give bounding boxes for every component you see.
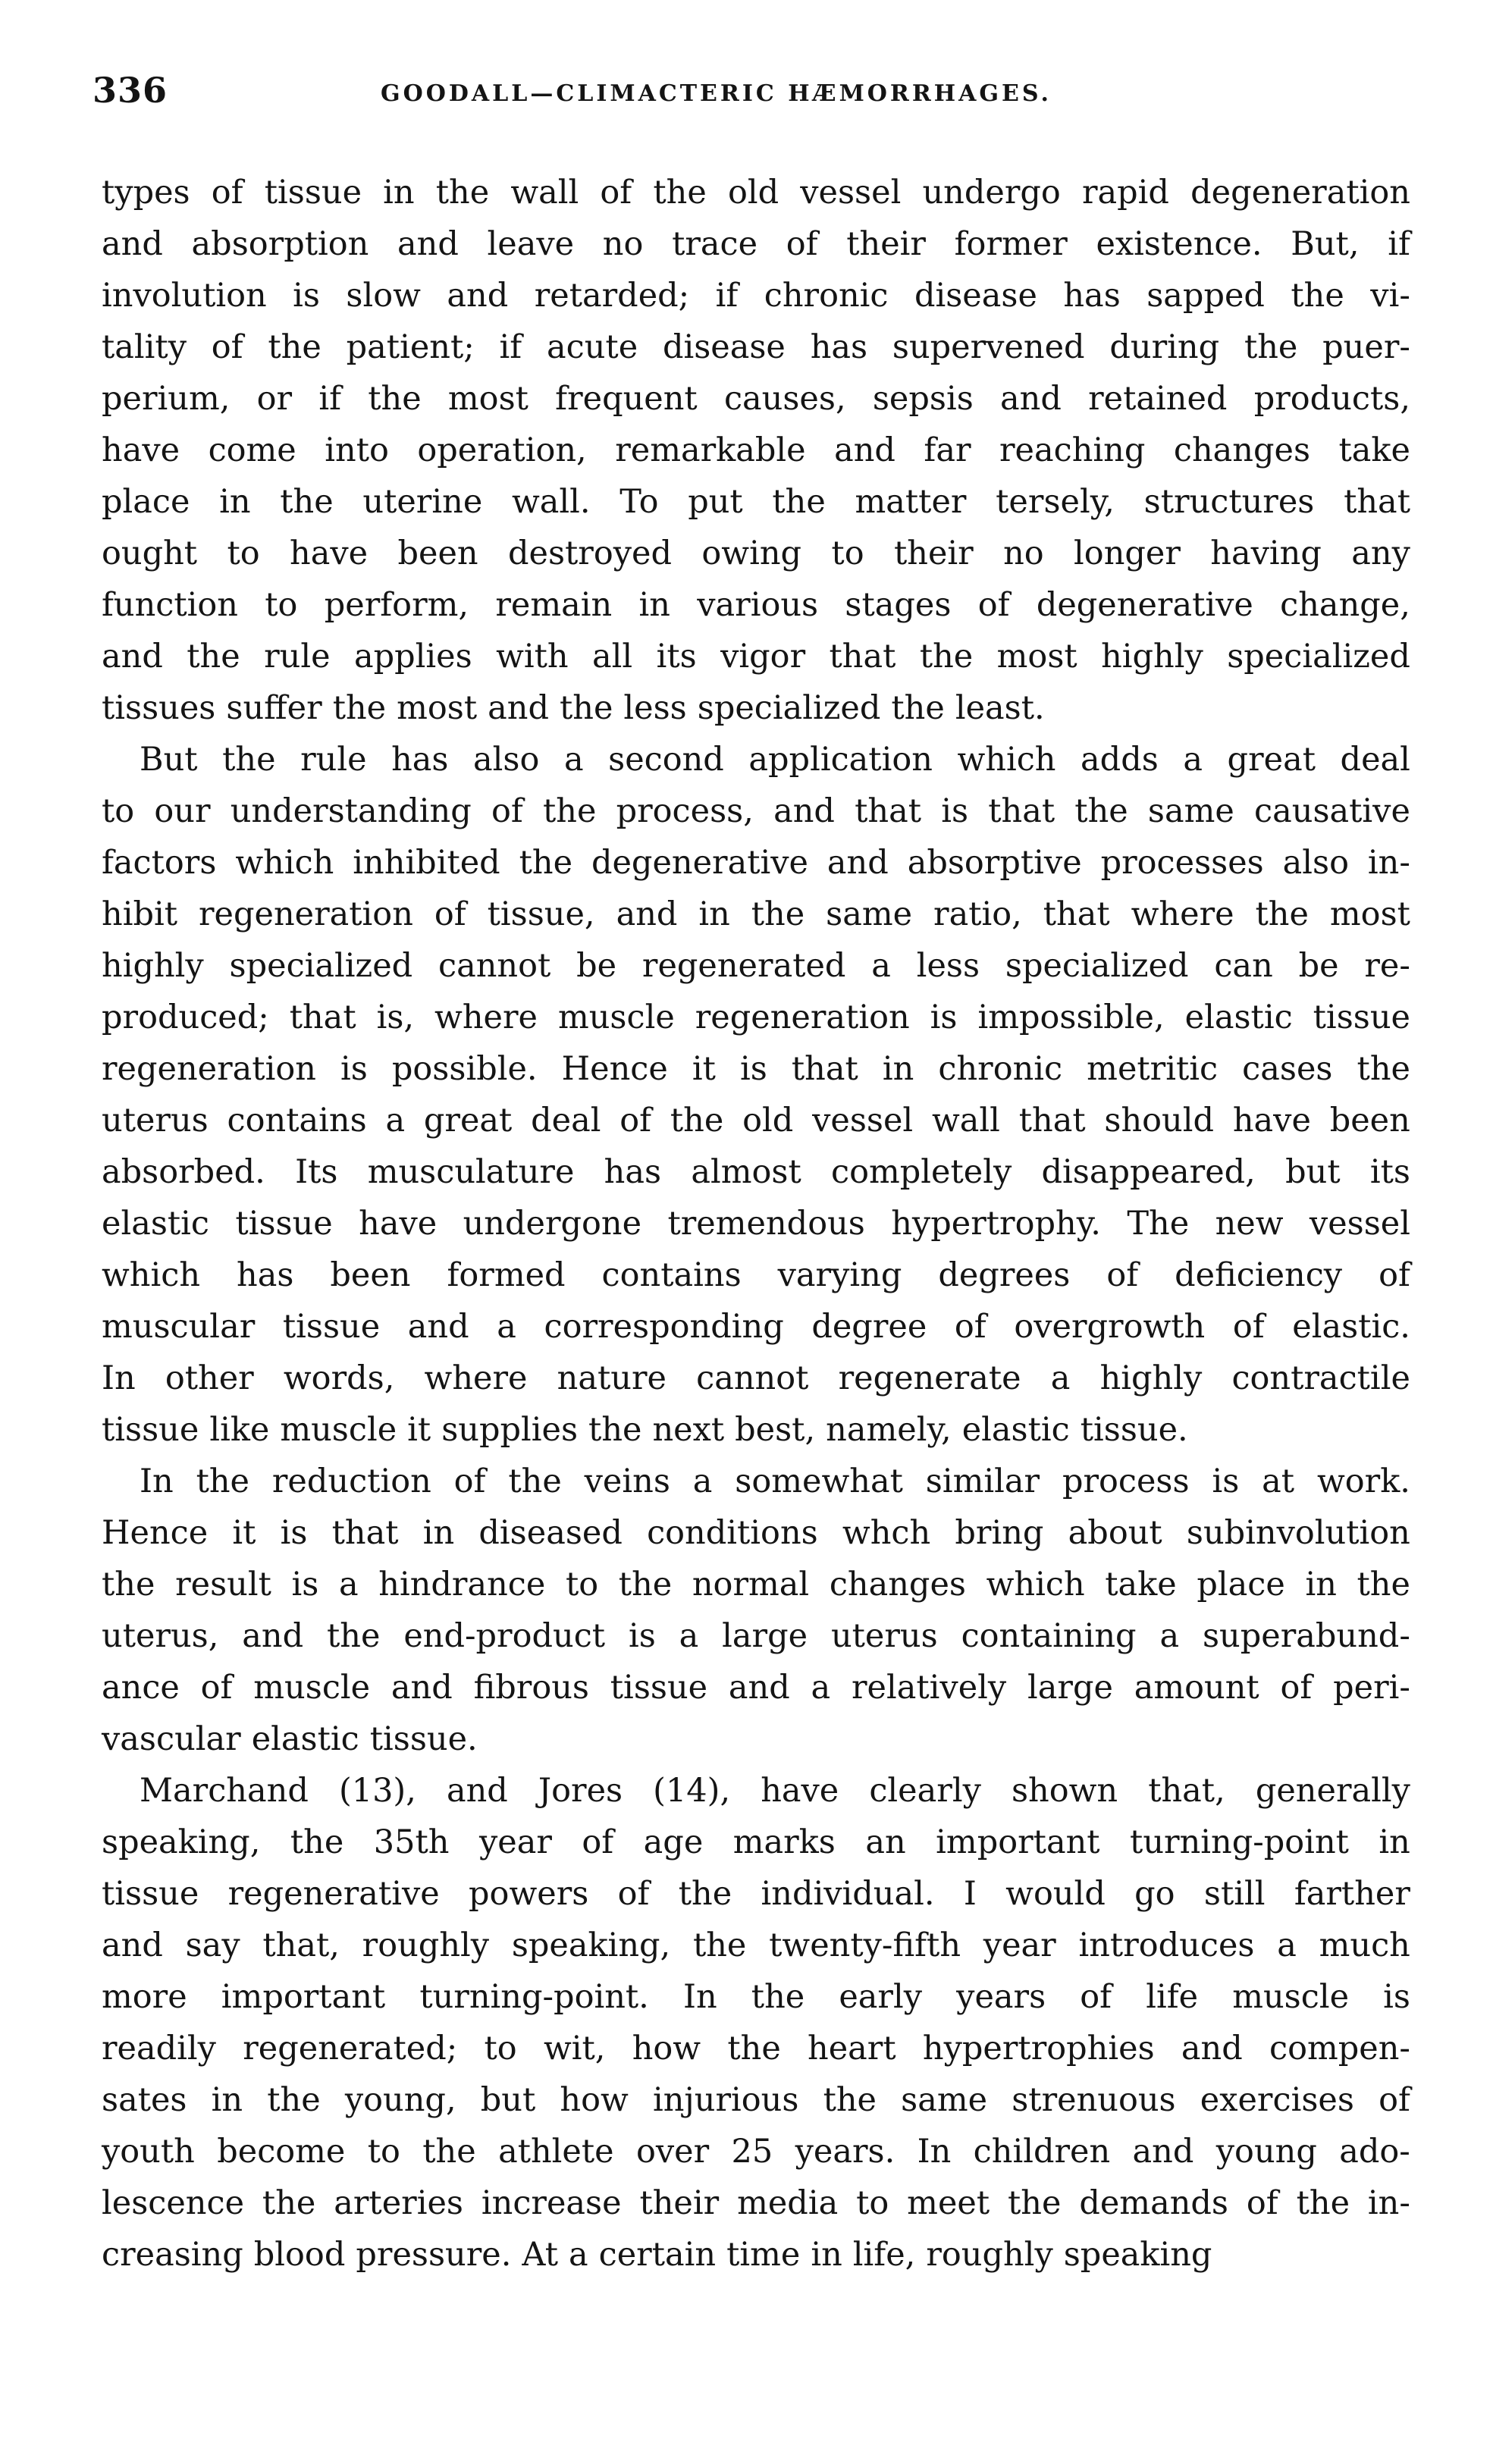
text-line: muscular tissue and a corresponding degree of overgrowth of elastic. bbox=[102, 1308, 1410, 1346]
text-line: highly specialized cannot be regenerated a less specialized can be re- bbox=[102, 947, 1410, 985]
text-line: readily regenerated; to wit, how the heart hypertrophies and compen- bbox=[102, 2030, 1410, 2067]
text-line: to our understanding of the process, and that is that the same causative bbox=[102, 792, 1410, 830]
text-line: perium, or if the most frequent causes, sepsis and retained products, bbox=[102, 380, 1410, 418]
text-line: But the rule has also a second application which adds a great deal bbox=[140, 741, 1410, 779]
text-line: place in the uterine wall. To put the matter tersely, structures that bbox=[102, 483, 1410, 521]
text-line: produced; that is, where muscle regeneration is impossible, elastic tissue bbox=[102, 998, 1410, 1036]
text-line: regeneration is possible. Hence it is that in chronic metritic cases the bbox=[102, 1050, 1410, 1088]
text-line: Marchand (13), and Jores (14), have clearly shown that, generally bbox=[140, 1772, 1410, 1810]
text-line: speaking, the 35th year of age marks an important turning-point in bbox=[102, 1823, 1410, 1861]
text-line: sates in the young, but how injurious the same strenuous exercises of bbox=[102, 2081, 1410, 2119]
text-line: hibit regeneration of tissue, and in the same ratio, that where the most bbox=[102, 895, 1410, 933]
text-line: tissues suffer the most and the less specialized the least. bbox=[102, 689, 1045, 727]
page-header bbox=[93, 70, 1404, 123]
text-line: the result is a hindrance to the normal changes which take place in the bbox=[102, 1566, 1410, 1603]
text-line: uterus, and the end-product is a large uterus containing a superabund- bbox=[102, 1617, 1410, 1655]
text-line: elastic tissue have undergone tremendous hypertrophy. The new vessel bbox=[102, 1205, 1410, 1243]
text-line: In the reduction of the veins a somewhat similar process is at work. bbox=[140, 1462, 1410, 1500]
text-line: uterus contains a great deal of the old vessel wall that should have been bbox=[102, 1102, 1410, 1140]
text-line: vascular elastic tissue. bbox=[102, 1720, 478, 1758]
running-head: GOODALL—CLIMACTERIC HÆMORRHAGES. bbox=[381, 80, 1052, 107]
text-line: tissue regenerative powers of the individual. I would go still farther bbox=[102, 1875, 1410, 1913]
text-line: function to perform, remain in various stages of degenerative change, bbox=[102, 586, 1410, 624]
text-line: absorbed. Its musculature has almost completely disappeared, but its bbox=[102, 1153, 1410, 1191]
text-line: and absorption and leave no trace of their former existence. But, if bbox=[102, 225, 1410, 263]
text-line: tality of the patient; if acute disease has supervened during the puer- bbox=[102, 328, 1410, 366]
text-line: ought to have been destroyed owing to their no longer having any bbox=[102, 534, 1410, 572]
text-line: Hence it is that in diseased conditions whch bring about subinvolution bbox=[102, 1514, 1410, 1552]
text-line: youth become to the athlete over 25 years. In children and young ado- bbox=[102, 2133, 1410, 2171]
text-line: lescence the arteries increase their media to meet the demands of the in- bbox=[102, 2184, 1410, 2222]
page-number: 336 bbox=[93, 70, 168, 111]
text-line: tissue like muscle it supplies the next best, namely, elastic tissue. bbox=[102, 1411, 1188, 1449]
text-line: and say that, roughly speaking, the twenty-fifth year introduces a much bbox=[102, 1926, 1410, 1964]
text-line: and the rule applies with all its vigor that the most highly specialized bbox=[102, 638, 1410, 676]
text-line: ance of muscle and fibrous tissue and a relatively large amount of peri- bbox=[102, 1669, 1410, 1707]
text-line: have come into operation, remarkable and far reaching changes take bbox=[102, 431, 1410, 469]
text-line: In other words, where nature cannot regenerate a highly contractile bbox=[102, 1359, 1410, 1397]
text-line: which has been formed contains varying degrees of deficiency of bbox=[102, 1256, 1410, 1294]
text-line: more important turning-point. In the early years of life muscle is bbox=[102, 1978, 1410, 2016]
text-line: factors which inhibited the degenerative and absorptive processes also in- bbox=[102, 844, 1410, 882]
text-line: creasing blood pressure. At a certain time in life, roughly speaking bbox=[102, 2236, 1212, 2274]
body-text bbox=[102, 167, 1410, 2281]
text-line: involution is slow and retarded; if chronic disease has sapped the vi- bbox=[102, 277, 1410, 315]
text-line: types of tissue in the wall of the old vessel undergo rapid degeneration bbox=[102, 174, 1410, 212]
